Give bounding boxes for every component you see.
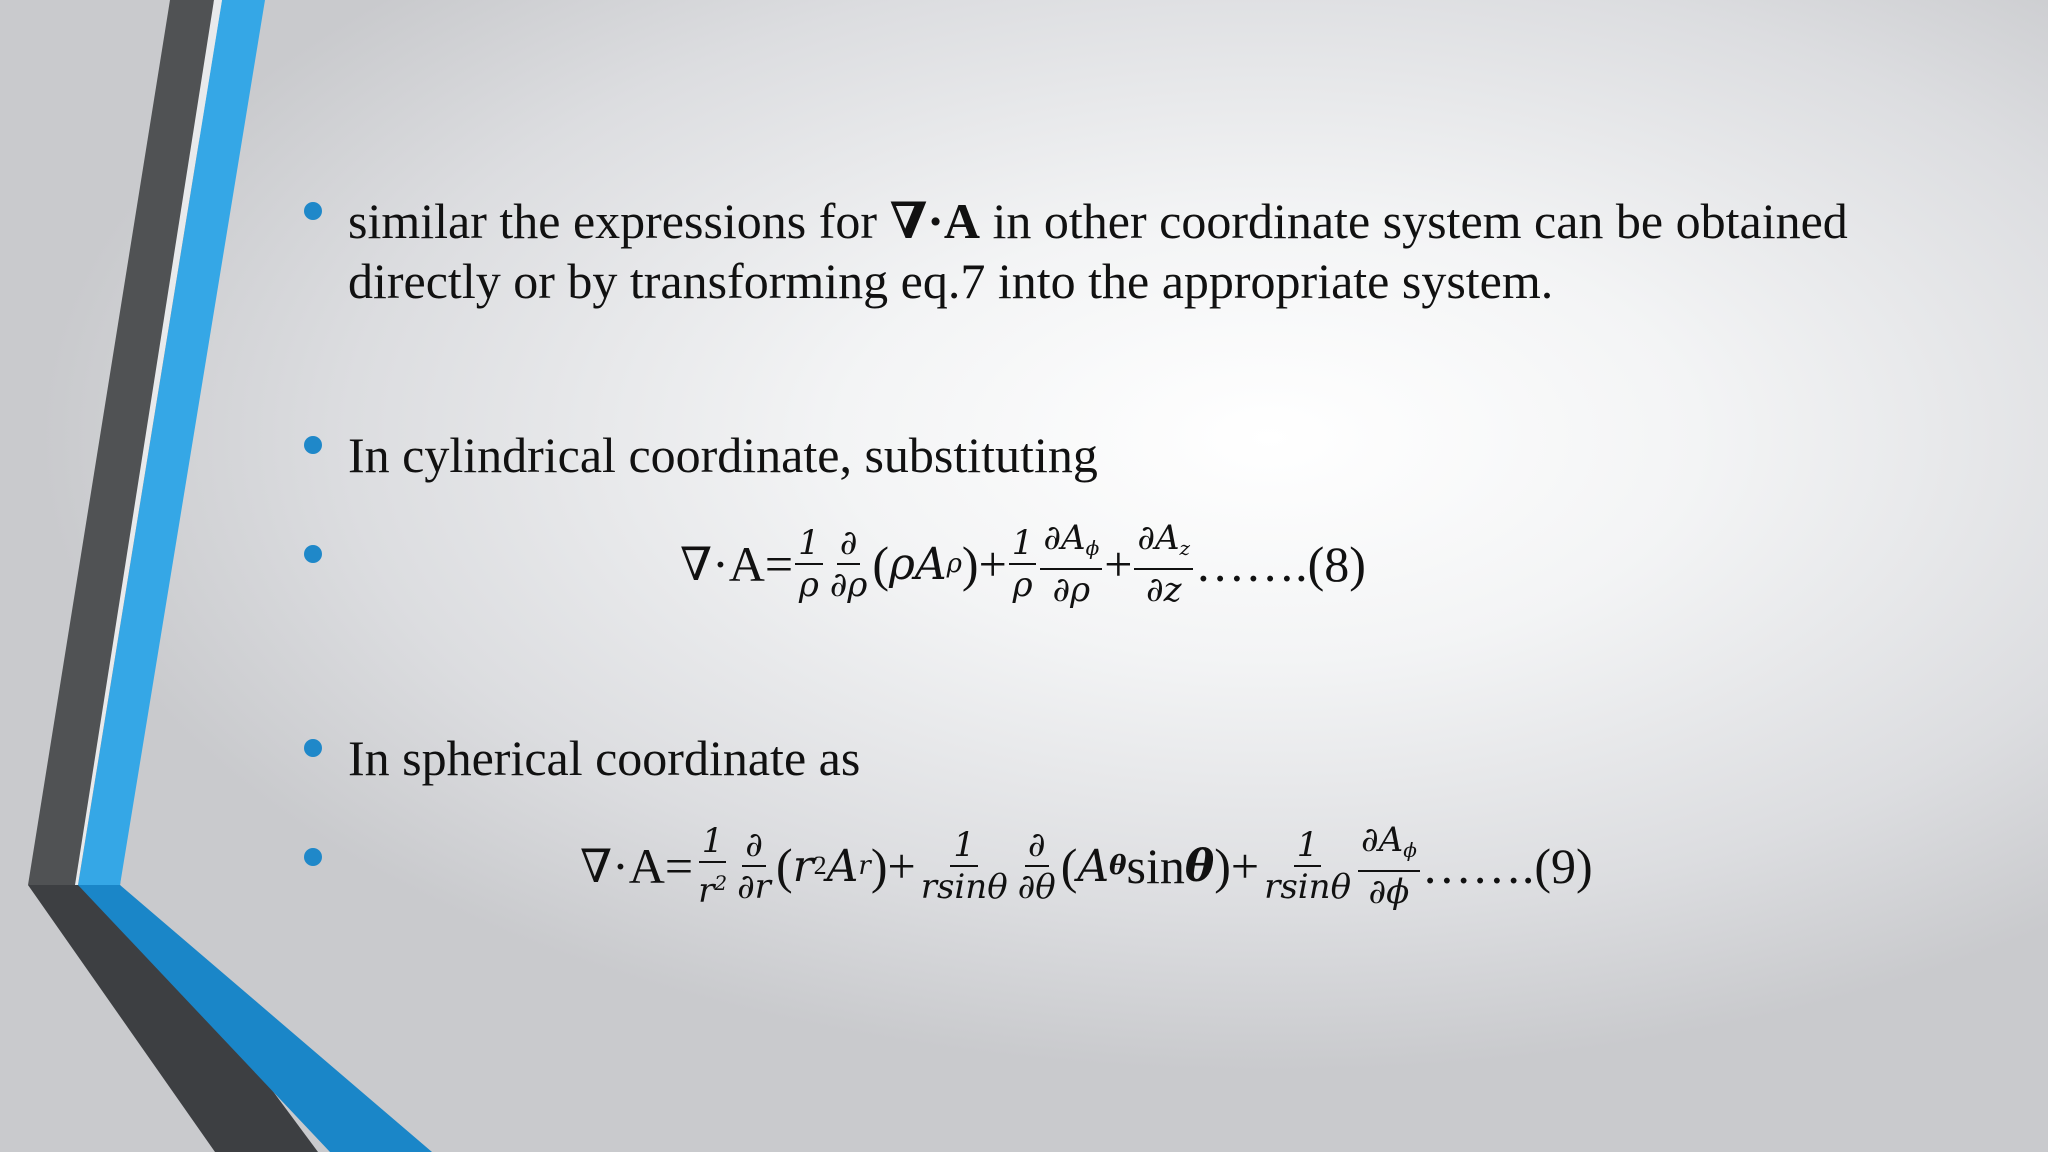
fraction — [1015, 825, 1059, 907]
numerator: 1 — [699, 821, 727, 863]
numerator-text: ∂A — [1361, 820, 1404, 860]
light-edge — [75, 0, 222, 885]
denominator: ∂ϕ — [1368, 872, 1410, 912]
numerator: 1 — [795, 523, 823, 565]
nabla-symbol: ∇ — [680, 537, 713, 591]
superscript: 2 — [813, 851, 827, 880]
numerator: ∂ — [1025, 825, 1049, 867]
fraction — [918, 825, 1011, 907]
bullet-dot — [304, 848, 322, 866]
bullet-1-text-a: similar the expressions for — [348, 193, 890, 249]
bullet-dot — [304, 436, 322, 454]
bullet-text-2: In cylindrical coordinate, substituting — [348, 427, 1098, 483]
subscript: z — [1179, 536, 1191, 560]
denominator — [695, 863, 730, 911]
denominator: ∂r — [737, 867, 771, 907]
paren: )+ — [870, 838, 916, 894]
fraction — [1358, 820, 1420, 912]
A-symbol: A — [1077, 840, 1110, 892]
equation-label: …….(9) — [1421, 838, 1593, 894]
A-symbol: A — [826, 840, 859, 892]
fraction — [695, 821, 730, 911]
superscript: 2 — [714, 871, 728, 895]
fraction — [1009, 523, 1037, 605]
numerator-text: ∂A — [1137, 518, 1180, 558]
numerator — [1040, 518, 1102, 570]
bullet-dot — [304, 739, 322, 757]
denominator: ρ — [1012, 565, 1033, 605]
fraction — [734, 825, 774, 907]
equation-label: …….(8) — [1195, 536, 1366, 592]
paren: ( — [1060, 838, 1078, 894]
numerator — [1358, 820, 1420, 872]
denominator: ∂θ — [1017, 867, 1056, 907]
subscript: r — [858, 851, 871, 881]
bullet-text-3: In spherical coordinate as — [348, 730, 861, 786]
bullet-dot — [304, 545, 322, 563]
denominator: ρ — [798, 565, 819, 605]
r-symbol: r — [792, 840, 814, 892]
denominator: ∂z — [1146, 570, 1182, 610]
denominator-text: r — [698, 871, 715, 911]
rho-A: ρA — [888, 538, 947, 590]
subscript: ϕ — [1403, 838, 1417, 862]
subscript: ρ — [946, 549, 962, 579]
fraction — [827, 523, 871, 605]
equation-8 — [680, 518, 1366, 610]
subscript: ϕ — [1085, 536, 1100, 560]
numerator: 1 — [1294, 825, 1322, 867]
numerator-text: ∂A — [1043, 518, 1086, 558]
numerator: 1 — [950, 825, 978, 867]
paren: )+ — [961, 536, 1007, 592]
numerator: 1 — [1009, 523, 1037, 565]
subscript: θ — [1109, 851, 1127, 881]
bullet-dot — [304, 202, 322, 220]
denominator: ∂ρ — [1052, 570, 1091, 610]
fraction — [1261, 825, 1354, 907]
dot-operator: · — [712, 536, 729, 592]
plus: + — [1104, 536, 1133, 592]
numerator — [1134, 518, 1193, 570]
fraction — [795, 523, 823, 605]
dot-operator: · — [612, 838, 629, 894]
denominator: ∂ρ — [829, 565, 868, 605]
fraction — [1134, 518, 1193, 610]
equation-9 — [580, 820, 1593, 912]
nabla-symbol: ∇ — [580, 839, 613, 893]
paren: ( — [775, 838, 793, 894]
fraction — [1040, 518, 1102, 610]
numerator: ∂ — [837, 523, 861, 565]
denominator: rsinθ — [920, 867, 1008, 907]
denominator: rsinθ — [1264, 867, 1352, 907]
numerator: ∂ — [742, 825, 766, 867]
theta-symbol: θ — [1184, 840, 1215, 892]
eq8-lhs: A= — [728, 536, 794, 592]
bullet-text-1-line-2: directly or by transforming eq.7 into the appropriate system. — [348, 253, 1554, 309]
bullet-text-1 — [348, 190, 1848, 252]
sin: sin — [1126, 838, 1185, 894]
eq9-lhs: A= — [628, 838, 694, 894]
paren: )+ — [1214, 838, 1260, 894]
bullet-1-text-b: in other coordinate system can be obtained — [980, 193, 1848, 249]
nabla-dot-a: ∇·A — [889, 193, 980, 249]
paren: ( — [872, 536, 889, 592]
